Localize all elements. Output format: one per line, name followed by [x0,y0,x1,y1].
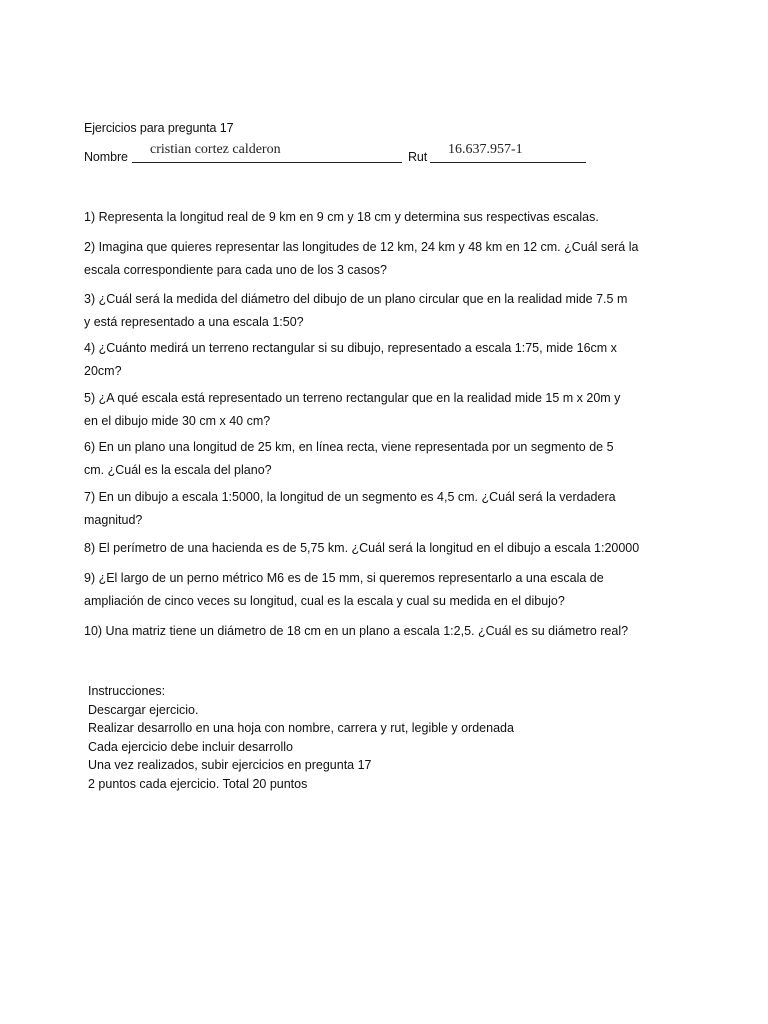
question-3 [84,288,684,334]
instructions-block [88,682,514,793]
question-line: 1) Representa la longitud real de 9 km en 9 cm y 18 cm y determina sus respectivas escalas. [84,210,599,224]
question-6 [84,436,684,482]
rut-label: Rut [408,150,428,164]
question-5 [84,387,684,433]
question-7 [84,486,684,532]
instruction-item: Descargar ejercicio. [88,702,199,717]
question-line: 4) ¿Cuánto medirá un terreno rectangular si su dibujo, representado a escala 1:75, mide 16cm x [84,341,617,355]
question-1 [84,206,684,229]
rut-underline [430,162,586,163]
question-10 [84,620,684,643]
question-line: 6) En un plano una longitud de 25 km, en línea recta, viene representada por un segmento de 5 [84,440,614,454]
question-line: escala correspondiente para cada uno de los 3 casos? [84,263,387,277]
question-8 [84,537,684,560]
page-title: Ejercicios para pregunta 17 [84,121,234,135]
nombre-label: Nombre [84,150,128,164]
question-line: 10) Una matriz tiene un diámetro de 18 cm en un plano a escala 1:2,5. ¿Cuál es su diámetro real? [84,624,629,638]
question-line: 20cm? [84,364,122,378]
question-4 [84,337,684,383]
instructions-heading: Instrucciones: [88,684,166,698]
question-9 [84,567,684,613]
instruction-item: Cada ejercicio debe incluir desarrollo [88,739,293,754]
question-line: ampliación de cinco veces su longitud, cual es la escala y cual su medida en el dibujo? [84,594,565,608]
question-line: 9) ¿El largo de un perno métrico M6 es de 15 mm, si queremos representarlo a una escala de [84,571,604,585]
instruction-item: Realizar desarrollo en una hoja con nombre, carrera y rut, legible y ordenada [88,721,514,735]
nombre-underline [132,162,402,163]
question-line: 2) Imagina que quieres representar las longitudes de 12 km, 24 km y 48 km en 12 cm. ¿Cuál será la [84,240,639,254]
question-line: cm. ¿Cuál es la escala del plano? [84,463,272,477]
question-2 [84,236,684,282]
question-line: magnitud? [84,513,143,527]
instruction-item: 2 puntos cada ejercicio. Total 20 puntos [88,776,308,791]
instruction-item: Una vez realizados, subir ejercicios en pregunta 17 [88,758,372,772]
nombre-value: cristian cortez calderon [150,142,281,157]
rut-value: 16.637.957-1 [448,142,523,157]
question-line: 3) ¿Cuál será la medida del diámetro del dibujo de un plano circular que en la realidad mide 7.5 m [84,292,628,306]
question-line: 8) El perímetro de una hacienda es de 5,75 km. ¿Cuál será la longitud en el dibujo a escala 1:20000 [84,541,640,555]
question-line: y está representado a una escala 1:50? [84,315,304,329]
question-line: en el dibujo mide 30 cm x 40 cm? [84,414,271,428]
question-line: 7) En un dibujo a escala 1:5000, la longitud de un segmento es 4,5 cm. ¿Cuál será la verdadera [84,490,616,504]
question-line: 5) ¿A qué escala está representado un terreno rectangular que en la realidad mide 15 m x 20m y [84,391,621,405]
